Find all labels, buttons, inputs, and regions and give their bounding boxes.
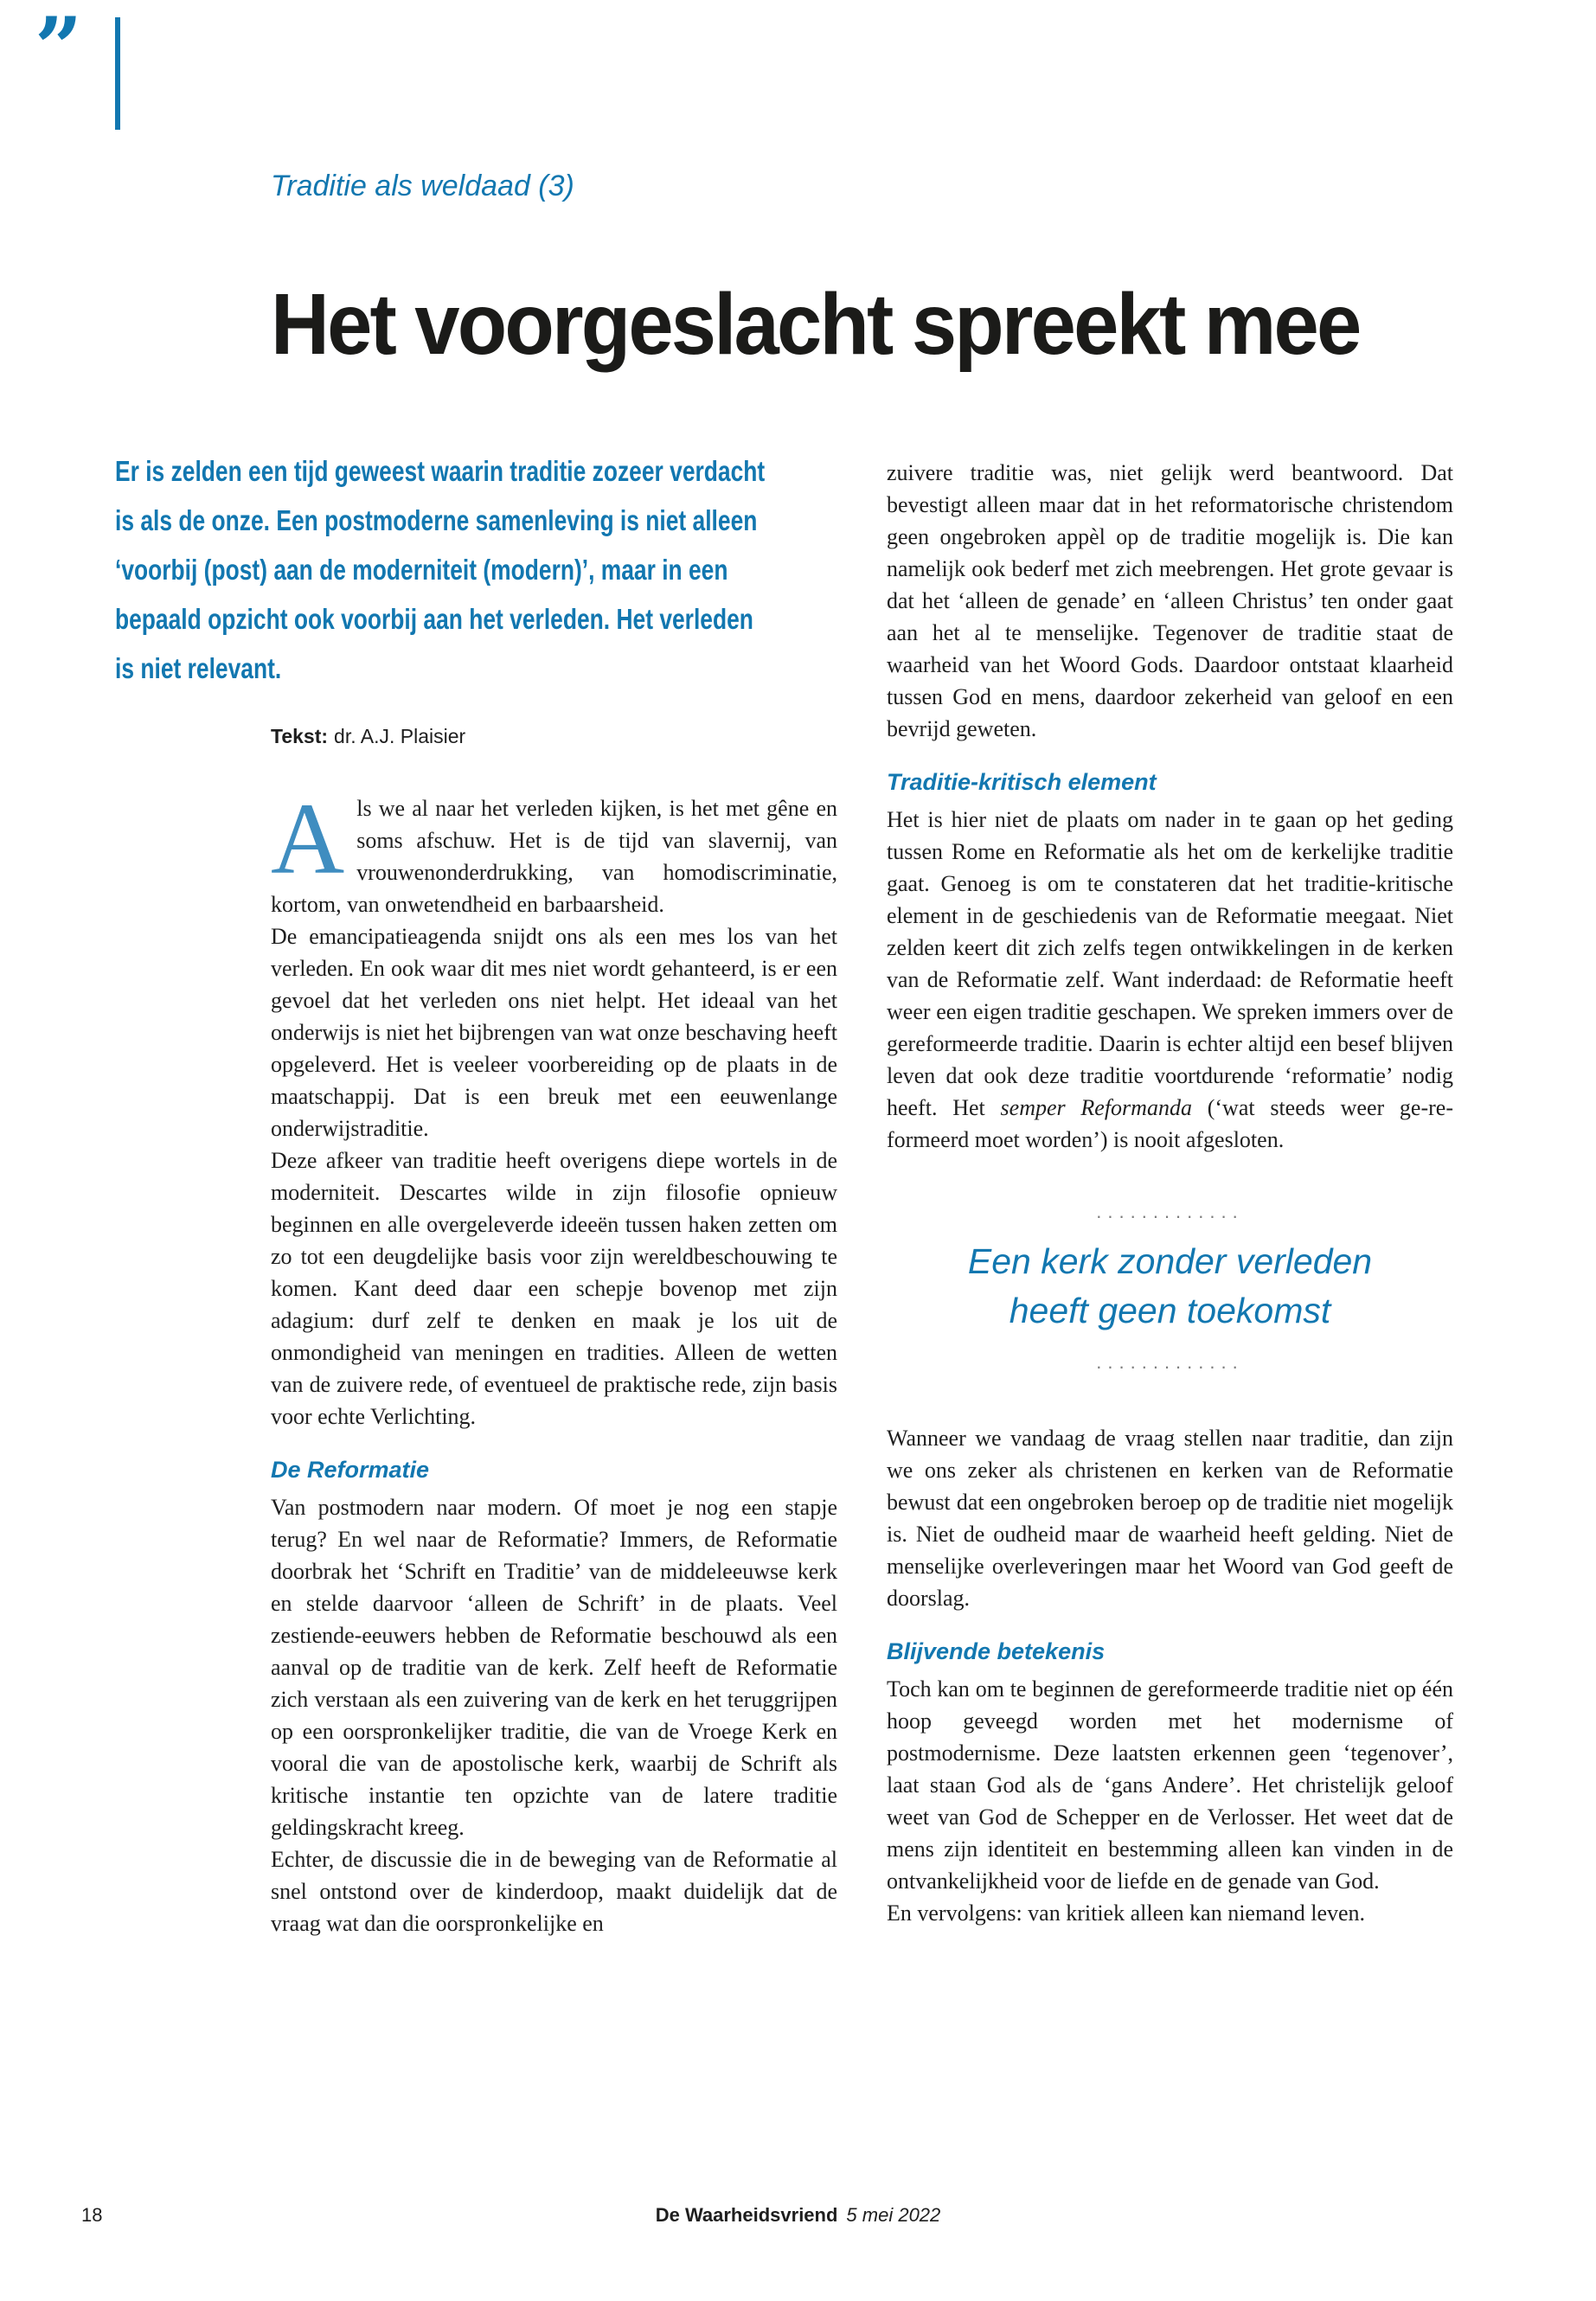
paragraph-text: Het is hier niet de plaats om nader in te gaan op het geding tussen Rome en Reformatie als het om de kerkelijke traditie gaat. Genoeg is om te constateren dat het traditie-kritische element in de geschiedenis van de Reformatie meegaat. Niet zelden keert dit zich zelfs tegen ontwikkelingen in de kerken van de Reformatie zelf. Want inderdaad: de Reformatie heeft weer een eigen traditie geschapen. We spreken immers over de gereformeerde traditie. Daarin is echter altijd een besef blijven leven dat ook deze traditie voortdurende ‘reformatie’ nodig heeft. Het (887, 807, 1453, 1120)
drop-cap: A (271, 782, 345, 895)
paragraph-text: (‘wat steeds weer ge-re-formeerd moet worden’) is nooit afgesloten. (887, 1095, 1453, 1152)
intro-line: Er is zelden een tijd geweest waarin traditie zozeer verdacht (115, 455, 766, 487)
paragraph: Van postmodern naar modern. Of moet je nog een stapje terug? En wel naar de Reformatie? Immers, de Reformatie doorbrak het ‘Schrift en Traditie’ van de middeleeuwse kerk en stelde daarvoor ‘alleen de Schrift’ in de plaats. Veel zestiende-eeuwers hebben de Reformatie beschouwd als een aanval op de traditie van de kerk. Zelf heeft de Reformatie zich verstaan als een zuivering van de kerk en het teruggrijpen op een oorspronkelijker traditie, die van de Vroege Kerk en vooral die van de apostolische kerk, waarbij de Schrift als kritische instantie ten opzichte van de latere traditie geldingskracht kreeg. (271, 1495, 837, 1840)
right-column (887, 457, 1453, 1929)
dotted-divider: ............. (1096, 1201, 1244, 1222)
article-title: Het voorgeslacht spreekt mee (271, 276, 1360, 373)
paragraph-text: ls we al naar het verleden kijken, is het met gêne en soms afschuw. Het is de tijd van slavernij, van vrouwenonderdrukking, van homodiscriminatie, kortom, van onwetendheid en barbaarsheid. (271, 796, 837, 917)
paragraph (271, 782, 837, 920)
paragraph: zuivere traditie was, niet gelijk werd beantwoord. Dat bevestigt alleen maar dat in het reformatorische christendom geen ongebroken appèl op de traditie mogelijk is. Die kan namelijk ook bederf met zich meebrengen. Het grote gevaar is dat het ‘alleen de genade’ en ‘alleen Christus’ ten onder gaat aan het al te menselijke. Tegenover de traditie staat de waarheid van het Woord Gods. Daardoor ontstaat klaarheid tussen God en mens, daardoor zekerheid van geloof en een bevrijd geweten. (887, 460, 1453, 741)
pull-quote-line: Een kerk zonder verleden (967, 1241, 1373, 1281)
pull-quote (887, 1201, 1453, 1374)
vertical-rule (115, 17, 120, 130)
subhead-blijvende-betekenis: Blijvende betekenis (887, 1638, 1106, 1664)
latin-phrase: semper Reformanda (1000, 1095, 1192, 1120)
intro-line: is niet relevant. (115, 652, 282, 684)
page-number: 18 (81, 2204, 103, 2226)
quote-mark-icon: ” (35, 0, 83, 97)
subhead-traditie-kritisch-element: Traditie-kritisch element (887, 769, 1157, 795)
byline-label: Tekst: (271, 725, 329, 747)
paragraph: Deze afkeer van traditie heeft overigens diepe wortels in de moderniteit. Descartes wilde in zijn filosofie opnieuw beginnen en alle overgeleverde ideeën tussen haken zetten om zo tot een deugdelijke basis voor zijn wereldbeschouwing te komen. Kant deed daar een schepje bovenop met zijn adagium: durf zelf te denken en maak je los uit de onmondigheid van meningen en tradities. Alleen de wetten van de zuivere rede, of eventueel de praktische rede, zijn basis voor echte Verlichting. (271, 1148, 837, 1429)
byline-author: dr. A.J. Plaisier (334, 725, 466, 747)
paragraph (887, 804, 1453, 1156)
subhead-de-reformatie: De Reformatie (271, 1457, 430, 1483)
footer-center (0, 2204, 1596, 2227)
page-footer (0, 2204, 1596, 2227)
paragraph: Wanneer we vandaag de vraag stellen naar traditie, dan zijn we ons zeker als christenen en kerken van de Reformatie bewust dat een ongebroken beroep op de traditie niet mogelijk is. Niet de oudheid maar de waarheid heeft gelding. Niet de menselijke overleveringen maar het Woord van God geeft de doorslag. (887, 1426, 1453, 1611)
intro-line: is als de onze. Een postmoderne samenleving is niet alleen (115, 504, 758, 536)
intro-line: ‘voorbij (post) aan de moderniteit (modern)’, maar in een (115, 554, 728, 586)
paragraph: De emancipatieagenda snijdt ons als een mes los van het verleden. En ook waar dit mes niet wordt gehanteerd, is er een gevoel dat het verleden ons niet helpt. Het ideaal van het onderwijs is niet het bijbrengen van wat onze beschaving heeft opgeleverd. Het is veeleer voorbereiding op de plaats in de maatschappij. Dat is een breuk met een eeuwenlange onderwijstraditie. (271, 924, 837, 1141)
paragraph: Echter, de discussie die in de beweging van de Reformatie al snel ontstond over de kinderdoop, maakt duidelijk dat de vraag wat dan die oorspronkelijke en (271, 1847, 837, 1936)
kicker: Traditie als weldaad (3) (271, 170, 574, 202)
byline (271, 725, 465, 748)
paragraph: En vervolgens: van kritiek alleen kan niemand leven. (887, 1900, 1366, 1926)
dotted-divider: ............. (1096, 1351, 1244, 1373)
issue-date: 5 mei 2022 (846, 2204, 941, 2226)
pull-quote-line: heeft geen toekomst (1009, 1291, 1331, 1330)
paragraph: Toch kan om te beginnen de gereformeerde traditie niet op één hoop geveegd worden met het modernisme of postmodernisme. Deze laatsten erkennen geen ‘tegenover’, laat staan God als de ‘gans Andere’. Het christelijk geloof weet van God de Schepper en de Verlosser. Het weet dat de mens zijn identiteit en bestemming alleen kan vinden in de ontvankelijkheid voor de liefde en de genade van God. (887, 1676, 1453, 1894)
left-column (271, 782, 837, 1939)
intro-line: bepaald opzicht ook voorbij aan het verleden. Het verleden (115, 603, 753, 635)
magazine-name: De Waarheidsvriend (655, 2204, 838, 2226)
intro-paragraph (115, 446, 765, 693)
